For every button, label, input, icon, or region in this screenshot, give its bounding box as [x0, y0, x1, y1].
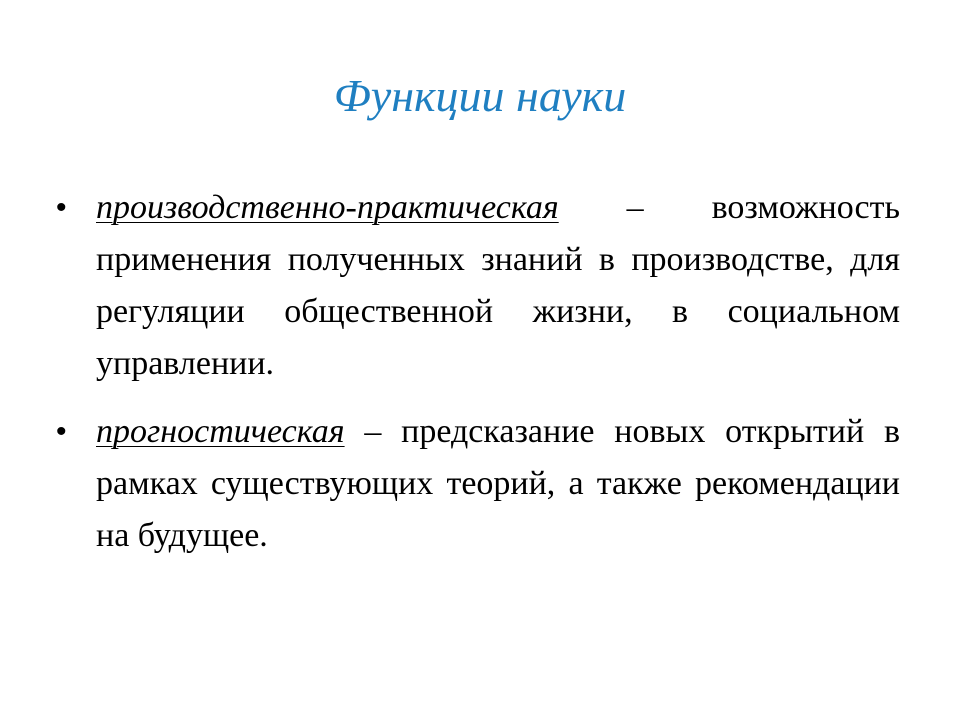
- item-text: возможность применения полученных знаний в производстве, для регуляции общественной жизни, в социальном управлении.: [96, 189, 901, 382]
- bullet-icon: •: [56, 415, 67, 448]
- item-dash: –: [626, 189, 644, 226]
- slide-title: Функции науки: [333, 70, 627, 121]
- item-text: предсказание новых открытий в рамках существующих теорий, а также рекомендации на будущее.: [96, 413, 900, 554]
- bullet-icon: •: [56, 191, 67, 224]
- bullet-list: [56, 182, 900, 578]
- item-term: прогностическая: [96, 413, 345, 450]
- item-dash: –: [364, 413, 382, 450]
- list-item: [56, 182, 900, 390]
- item-term: производственно-практическая: [96, 189, 559, 226]
- list-item: [56, 406, 900, 562]
